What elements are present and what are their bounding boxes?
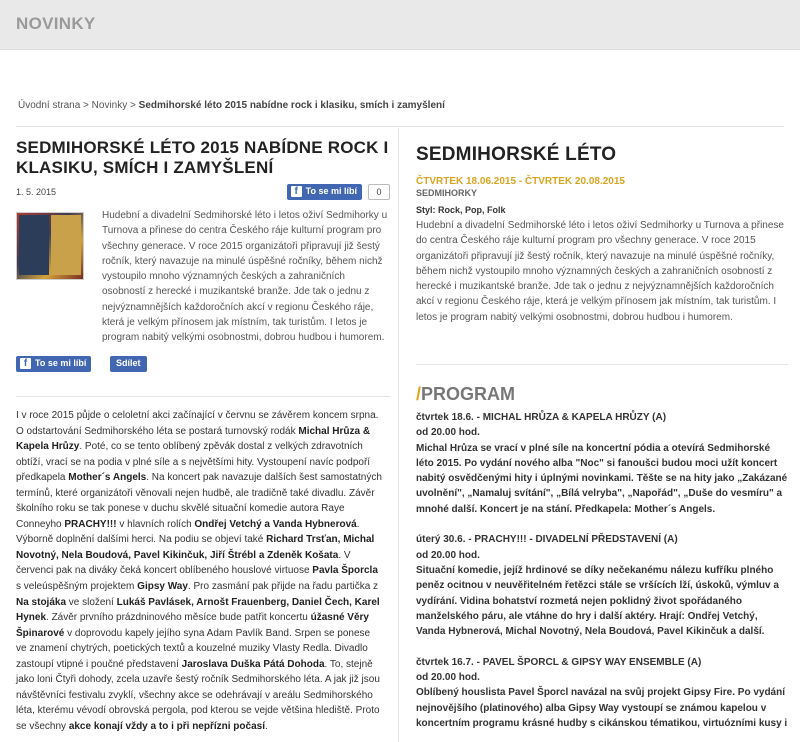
- facebook-like-label: To se mi líbí: [305, 186, 357, 196]
- event-column: [416, 144, 786, 325]
- event-divider: [416, 364, 788, 365]
- facebook-like-count: 0: [368, 184, 390, 200]
- body-highlight: Gipsy Way: [137, 581, 188, 593]
- program-item-desc: Oblíbený houslista Pavel Šporcl navázal na svůj projekt Gipsy Fire. Po vydání nejnovějšího (platinového) alba Gipsy Way vystoupí se známou kapelou v koncertním programu krásné hudby s cikánskou tématikou, virtuózními kusy i: [416, 687, 788, 729]
- body-highlight: Richard Trsťan, Michal Novotný, Nela Boudová, Pavel Kikinčuk, Jiří Štrébl a Zdeněk Košata: [16, 534, 375, 561]
- body-highlight: PRACHY!!!: [64, 518, 117, 530]
- body-highlight: Jaroslava Duška Pátá Dohoda: [181, 658, 325, 670]
- facebook-like-label: To se mi líbí: [35, 358, 87, 368]
- article-meta: [16, 184, 390, 206]
- program-item-desc: Michal Hrůza se vrací v plné síle na koncertní pódia a otevírá Sedmihorské léto 2015. Po vydání nového alba "Noc" si fanoušci budou moci užít koncert nabitý osvědčenými hity i úplnými novinkami. Těšte se na hity jako „Zakázané uvolnění", „Namaluj svítání", „Bílá velryba", „Napořád", „Duše do vesmíru" a mnohé další. Koncert je na stání. Předkapela: Mother´s Angels.: [416, 442, 788, 515]
- body-text-segment: . Výborně doplnění dalšími herci. Na podiu se objeví také: [16, 518, 360, 546]
- program-gap: [416, 517, 788, 532]
- facebook-like-button[interactable]: [287, 184, 362, 200]
- body-highlight: Pavla Šporcla: [312, 565, 378, 577]
- body-text-segment: . V červenci pak na diváky čeká koncert oblíbeného houslové virtuose: [16, 549, 351, 577]
- program-item-title: úterý 30.6. - PRACHY!!! - DIVADELNÍ PŘEDSTAVENÍ (A): [416, 534, 678, 546]
- body-text-segment: .: [264, 720, 268, 732]
- column-divider: [398, 128, 399, 742]
- body-text-segment: . To, stejně jako loni Čtyři dohody, zcela uzavře šestý ročník Sedmihorského léta. A jak již jsou návštěvníci festivalu zvyklí, všechny akce se odehrávají v areálu Sedmihorského léta, kterému vévodí obrovská pergola, pod kterou se vejde většina hlediště. Proto se všechny: [16, 658, 380, 732]
- article-body: [16, 408, 382, 734]
- top-bar: [0, 0, 800, 50]
- body-highlight: Mother´s Angels: [68, 472, 147, 484]
- event-title: SEDMIHORSKÉ LÉTO: [416, 144, 617, 165]
- body-text-segment: . Pro zasmání pak přijde na řadu partička z: [187, 581, 379, 593]
- program-heading: [416, 384, 515, 405]
- facebook-icon: f: [20, 358, 31, 369]
- body-text-segment: . Poté, co se tento oblíbený zpěvák dostal z velkých zdravotních obtíží, vrací se na podia v plné síle a s největšími hity. Vystoupení navíc podpoří předkapela: [16, 441, 371, 484]
- body-text-segment: I v roce 2015 půjde o celoletní akci začínající v červnu se závěrem koncem srpna. O odstartování Sedmihorského léta se postará turnovský rodák: [16, 410, 379, 437]
- program-gap: [416, 639, 788, 654]
- program-list: [416, 410, 788, 731]
- body-text-segment: s veleúspěšným projektem: [16, 581, 138, 593]
- article-column: [16, 138, 390, 374]
- share-row: [16, 356, 390, 374]
- breadcrumb-separator: >: [130, 100, 136, 111]
- body-highlight: Na stojáka: [16, 596, 67, 608]
- article-divider: [16, 396, 390, 397]
- program-item-time: od 20.00 hod.: [416, 672, 480, 684]
- body-text-segment: . Závěr prvního prázdninového měsíce bude patřit koncertu: [46, 612, 311, 624]
- breadcrumb-section-link[interactable]: Novinky: [91, 100, 128, 111]
- program-item-title: čtvrtek 16.7. - PAVEL ŠPORCL & GIPSY WAY ENSEMBLE (A): [416, 656, 702, 668]
- article-intro: [16, 208, 390, 348]
- article-intro-text: Hudební a divadelní Sedmihorské léto i letos oživí Sedmihorky u Turnova a přinese do centra Českého ráje kulturní program pro všechny generace. V roce 2015 organizátoři připravují již šestý ročník, který navazuje na minulé úspěšné ročníky, během nichž vystoupilo mnoho významných českých a zahraničních osobností z herecké i muzikantské branže. Jde tak o jednu z nejvýznamnějších každoročních akcí v regionu Českého ráje, která je velkým přínosem jak místním, tak turistům. I letos je program nabitý velkými osobnostmi, dobrou hudbou i humorem.: [102, 210, 388, 344]
- breadcrumb-separator: >: [83, 100, 89, 111]
- program-item-time: od 20.00 hod.: [416, 549, 480, 561]
- body-highlight: akce konají vždy a to i při nepřízni počasí: [68, 720, 265, 732]
- poster-image-right: [51, 215, 81, 275]
- body-highlight: úžasné Věry Špinarové: [16, 612, 369, 639]
- event-description: Hudební a divadelní Sedmihorské léto i letos oživí Sedmihorky u Turnova a přinese do centra Českého ráje kulturní program pro všechny generace. V roce 2015 organizátoři připravují již šestý ročník, který navazuje na minulé úspěšné ročníky, během nichž vystoupilo mnoho významných českých a zahraničních osobností z herecké i muzikantské branže. Jde tak o jednu z nejvýznamnějších každoročních akcí v regionu Českého ráje, která je velkým přínosem jak místním, tak turistům. I letos je program nabitý velkými osobnostmi, dobrou hudbou i humorem.: [416, 220, 784, 323]
- poster-image-left: [19, 215, 49, 275]
- breadcrumb-home-link[interactable]: Úvodní strana: [18, 100, 81, 111]
- body-text-segment: ve složení: [66, 596, 117, 608]
- program-item-title: čtvrtek 18.6. - MICHAL HRŮZA & KAPELA HRŮZY (A): [416, 412, 667, 423]
- program-item-desc: Situační komedie, jejíž hrdinové se díky nečekanému nálezu kufříku plného peněz ocitnou v neuvěřitelném řetězci stále se vršících lží, úskoků, výmluv a vydírání. Vidina bohatství rozmetá nejen poklidný život spořádaného manželského páru, ale vtáhne do hry i další aktéry. Hrají: Ondřej Vetchý, Vanda Hybnerová, Michal Novotný, Nela Boudová, Pavel Kikinčuk a další.: [416, 564, 779, 638]
- body-highlight: Michal Hrůza & Kapela Hrůzy: [16, 425, 371, 453]
- body-text-segment: . Na koncert pak navazuje dalších šest samostatných termínů, které organizátoři věnovali nejen hudbě, ale tradičně také divadlu. Závěr školního roku se tak ponese v duchu skvělé situační komedie autora Raye Conneyho: [16, 472, 382, 530]
- article-date: 1. 5. 2015: [16, 187, 57, 197]
- facebook-like-button-bottom[interactable]: [16, 356, 91, 372]
- facebook-icon: f: [291, 186, 302, 197]
- event-dates: ČTVRTEK 18.06.2015 - ČTVRTEK 20.08.2015: [416, 176, 625, 187]
- article-thumbnail[interactable]: [16, 212, 84, 280]
- breadcrumb-current: Sedmihorské léto 2015 nabídne rock i klasiku, smích i zamyšlení: [138, 100, 445, 111]
- facebook-share-button[interactable]: Sdílet: [110, 356, 147, 372]
- site-title[interactable]: NOVINKY: [16, 14, 96, 33]
- program-item-time: od 20.00 hod.: [416, 427, 480, 439]
- body-text-segment: v hlavních rolích: [116, 518, 195, 530]
- header-divider: [16, 126, 784, 127]
- event-style: Styl: Rock, Pop, Folk: [416, 205, 506, 215]
- breadcrumb: [18, 100, 445, 111]
- program-slash: /: [416, 384, 422, 404]
- body-text-segment: v doprovodu kapely jejího syna Adam Pavlík Band. Srpen se ponese ve znamení chytrých, poetických textů a kouzelné muziky Vlasty Redla. Divadlo zastoupí vtipné i poučné představení: [16, 627, 371, 670]
- body-highlight: Ondřej Vetchý a Vanda Hybnerová: [194, 518, 357, 530]
- body-highlight: Lukáš Pavlásek, Arnošt Frauenberg, Daniel Čech, Karel Hynek: [16, 596, 380, 624]
- program-heading-text: PROGRAM: [421, 384, 516, 404]
- article-title: SEDMIHORSKÉ LÉTO 2015 NABÍDNE ROCK I KLASIKU, SMÍCH I ZAMYŠLENÍ: [16, 138, 389, 177]
- event-place: SEDMIHORKY: [416, 188, 478, 198]
